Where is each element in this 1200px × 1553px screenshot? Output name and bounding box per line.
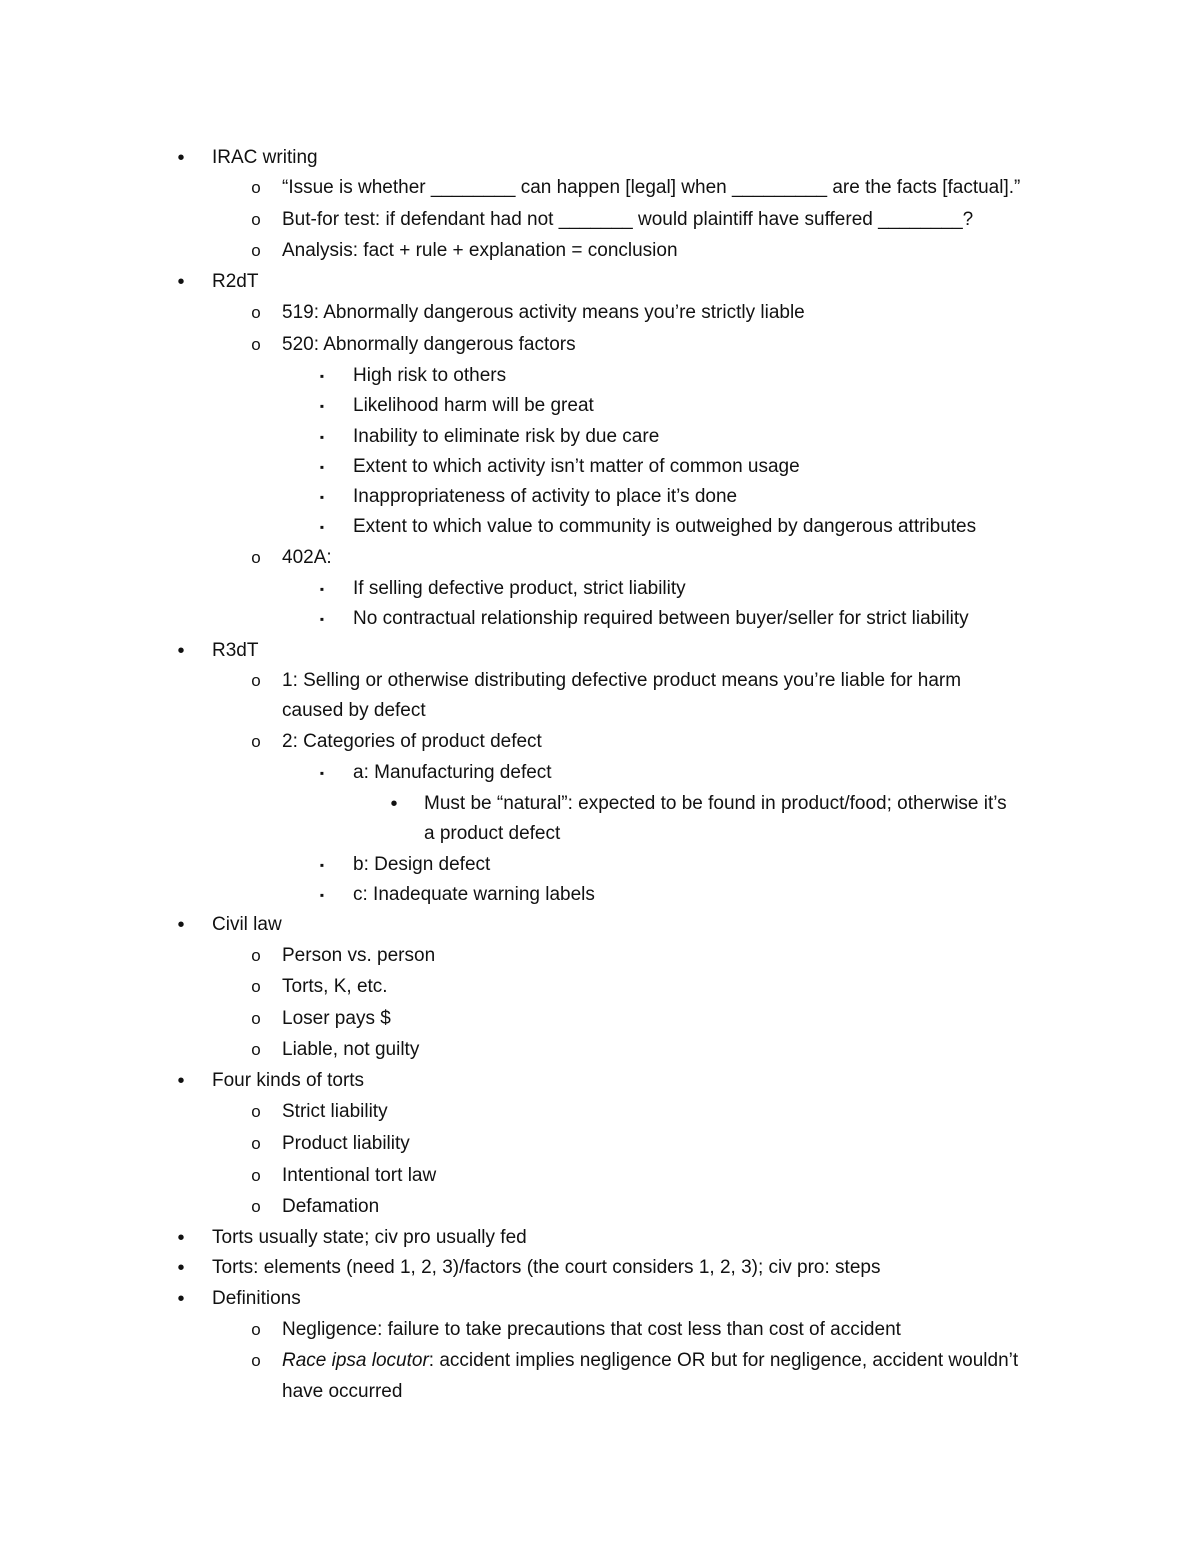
list-marker: o: [251, 1166, 261, 1185]
list-marker: •: [177, 914, 185, 936]
list-item-text: High risk to others: [353, 365, 507, 386]
list-item-text: Analysis: fact + rule + explanation = conclusion: [282, 240, 678, 261]
list-item-text: 1: Selling or otherwise distributing defective product means you’re liable for harm: [282, 670, 962, 691]
definition-text: : accident implies negligence OR but for negligence, accident wouldn’t: [428, 1350, 1019, 1371]
list-item-text: R2dT: [212, 271, 259, 292]
list-item-text: Strict liability: [282, 1101, 388, 1122]
list-item-text: Inappropriateness of activity to place it’s done: [353, 486, 738, 507]
list-item-text: Negligence: failure to take precautions that cost less than cost of accident: [282, 1319, 901, 1340]
list-item-text: 402A:: [282, 547, 332, 568]
list-marker: o: [251, 1197, 261, 1216]
list-marker: o: [251, 1320, 261, 1339]
list-marker: ▪: [319, 582, 325, 596]
list-item-text: Likelihood harm will be great: [353, 395, 594, 416]
list-item-text: Extent to which value to community is outweighed by dangerous attributes: [353, 516, 977, 537]
list-marker: o: [251, 946, 261, 965]
list-item-text: Defamation: [282, 1196, 380, 1217]
list-marker: o: [251, 335, 261, 354]
list-item-text: 520: Abnormally dangerous factors: [282, 334, 576, 355]
list-marker: •: [177, 1070, 185, 1092]
list-marker: o: [251, 548, 261, 567]
list-item-text: b: Design defect: [353, 854, 491, 875]
list-marker: o: [251, 241, 261, 260]
list-item-text: 519: Abnormally dangerous activity means you’re strictly liable: [282, 302, 805, 323]
list-marker: •: [177, 147, 185, 169]
list-marker: •: [177, 640, 185, 662]
list-item-text: Person vs. person: [282, 945, 436, 966]
list-item-text: Must be “natural”: expected to be found in product/food; otherwise it’s: [424, 793, 1007, 814]
list-item-text: No contractual relationship required between buyer/seller for strict liability: [353, 608, 969, 629]
list-marker: ▪: [319, 369, 325, 383]
list-marker: •: [177, 1288, 185, 1310]
list-marker: •: [177, 271, 185, 293]
list-item-text: have occurred: [282, 1381, 403, 1402]
list-marker: •: [177, 1257, 185, 1279]
list-item-text: Extent to which activity isn’t matter of common usage: [353, 456, 800, 477]
list-item-text: Intentional tort law: [282, 1165, 437, 1186]
list-marker: o: [251, 178, 261, 197]
list-marker: ▪: [319, 520, 325, 534]
list-item-text: Civil law: [212, 914, 282, 935]
list-item-text: Loser pays $: [282, 1008, 391, 1029]
list-item-text: Torts usually state; civ pro usually fed: [212, 1227, 527, 1248]
list-item-text: 2: Categories of product defect: [282, 731, 542, 752]
list-marker: o: [251, 210, 261, 229]
italic-term: Race ipsa locutor: [282, 1350, 429, 1371]
list-item-text: Definitions: [212, 1288, 301, 1309]
list-item-text: a product defect: [424, 823, 561, 844]
list-marker: o: [251, 1102, 261, 1121]
list-item-text: Torts, K, etc.: [282, 976, 388, 997]
list-marker: ▪: [319, 430, 325, 444]
list-marker: o: [251, 732, 261, 751]
list-item-text: Product liability: [282, 1133, 410, 1154]
list-marker: o: [251, 1351, 261, 1370]
list-marker: •: [390, 793, 398, 815]
list-item-text: caused by defect: [282, 700, 426, 721]
list-marker: •: [177, 1227, 185, 1249]
list-marker: ▪: [319, 460, 325, 474]
list-marker: ▪: [319, 490, 325, 504]
list-item-text: Inability to eliminate risk by due care: [353, 426, 660, 447]
list-item-text: a: Manufacturing defect: [353, 762, 552, 783]
list-item-text: But-for test: if defendant had not _______ would plaintiff have suffered ________?: [282, 209, 974, 230]
list-marker: o: [251, 977, 261, 996]
list-item-text: Four kinds of torts: [212, 1070, 365, 1091]
list-marker: o: [251, 671, 261, 690]
list-item-text: c: Inadequate warning labels: [353, 884, 595, 905]
list-marker: o: [251, 303, 261, 322]
list-item-text: Torts: elements (need 1, 2, 3)/factors (the court considers 1, 2, 3); civ pro: steps: [212, 1257, 881, 1278]
list-marker: o: [251, 1040, 261, 1059]
list-marker: ▪: [319, 766, 325, 780]
list-marker: o: [251, 1134, 261, 1153]
list-item-text: Liable, not guilty: [282, 1039, 420, 1060]
list-item-text: IRAC writing: [212, 147, 318, 168]
list-marker: ▪: [319, 888, 325, 902]
list-item-text: [282, 1349, 1018, 1373]
list-marker: ▪: [319, 612, 325, 626]
list-item-text: “Issue is whether ________ can happen [legal] when _________ are the facts [factual].”: [282, 177, 1021, 198]
list-item-text: If selling defective product, strict liability: [353, 578, 686, 599]
list-marker: ▪: [319, 858, 325, 872]
list-item-text: R3dT: [212, 640, 259, 661]
list-marker: ▪: [319, 399, 325, 413]
list-marker: o: [251, 1009, 261, 1028]
